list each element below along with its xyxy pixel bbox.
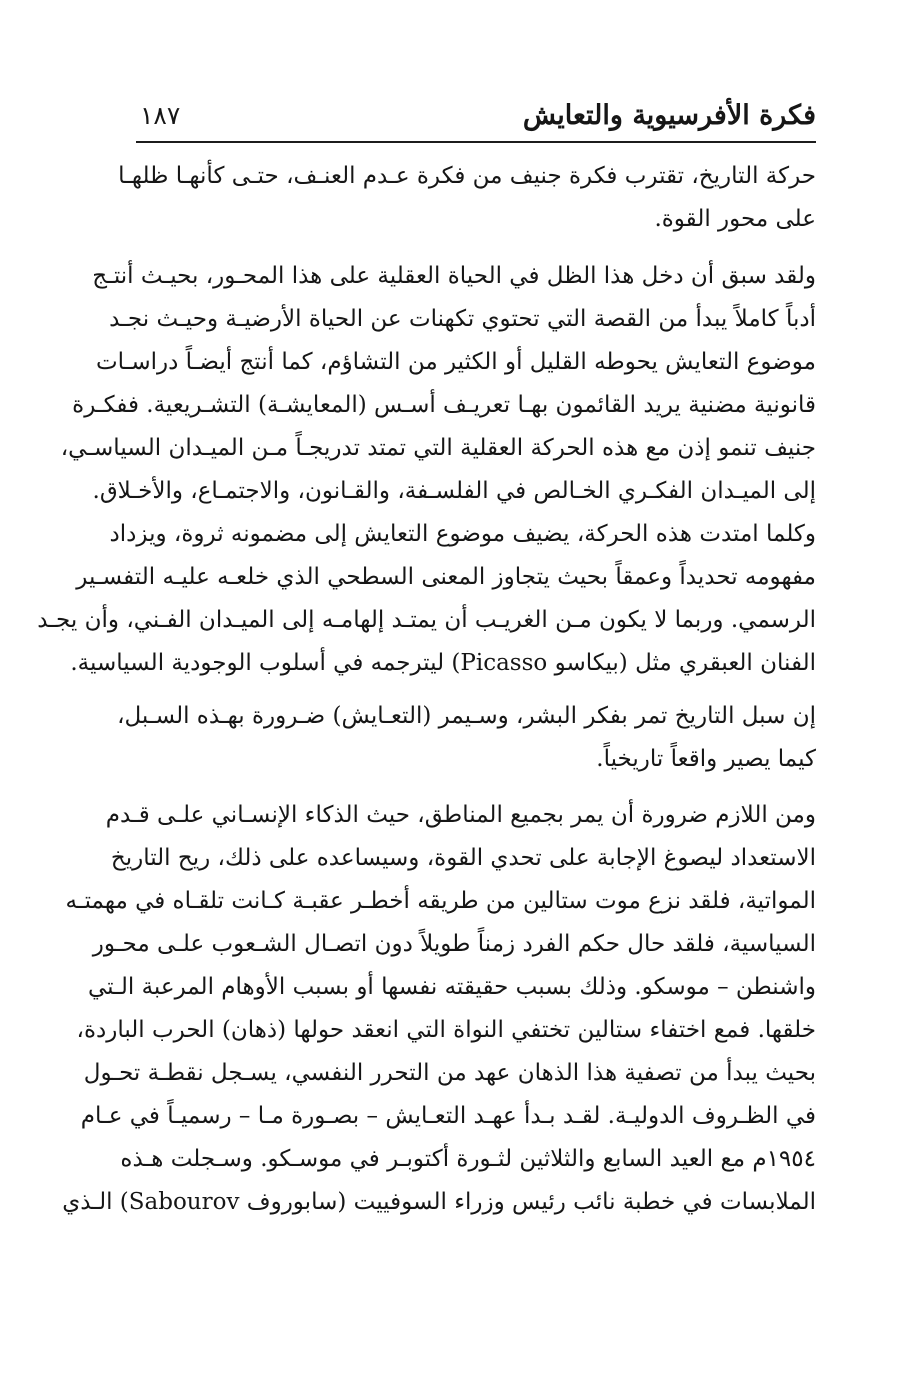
text-line: بحيث يبدأ من تصفية هذا الذهان عهد من التحرر النفسي، يسـجل نقطـة تحـول xyxy=(83,1060,816,1086)
text-line: السياسية، فلقد حال حكم الفرد زمناً طويلاً دون اتصـال الشـعوب علـى محـور xyxy=(92,931,816,957)
header-rule xyxy=(136,141,816,143)
text-line: قانونية مضنية يريد القائمون بهـا تعريـف أسـس (المعايشـة) التشـريعية. ففكـرة xyxy=(72,392,816,418)
text-line: ولقد سبق أن دخل هذا الظل في الحياة العقلية على هذا المحـور، بحيـث أنتـج xyxy=(92,263,816,289)
text-line: واشنطن – موسكو. وذلك بسبب حقيقته نفسها أو بسبب الأوهام المرعبة الـتي xyxy=(88,974,816,1000)
text-line: إن سبل التاريخ تمر بفكر البشر، وسـيمر (التعـايش) ضـرورة بهـذه السـبل، xyxy=(117,703,816,729)
page-number: ١٨٧ xyxy=(140,101,181,130)
running-title: فكرة الأفرسيوية والتعايش xyxy=(522,100,816,131)
text-line: وكلما امتدت هذه الحركة، يضيف موضوع التعايش إلى مضمونه ثروة، ويزداد xyxy=(109,521,816,547)
text-line: خلقها. فمع اختفاء ستالين تختفي النواة التي انعقد حولها (ذهان) الحرب الباردة، xyxy=(76,1017,816,1043)
text-line: حركة التاريخ، تقترب فكرة جنيف من فكرة عـدم العنـف، حتـى كأنهـا ظلهـا xyxy=(118,163,816,189)
text-line: المواتية، فلقد نزع موت ستالين من طريقه أخطـر عقبـة كـانت تلقـاه في مهمتـه xyxy=(65,888,816,914)
text-line: على محور القوة. xyxy=(654,206,816,232)
text-line: جنيف تنمو إذن مع هذه الحركة العقلية التي تمتد تدريجـاً مـن الميـدان السياسـي، xyxy=(60,435,816,461)
text-line: كيما يصير واقعاً تاريخياً. xyxy=(596,746,816,772)
text-line: الملابسات في خطبة نائب رئيس وزراء السوفييت (سابوروف Sabourov) الـذي xyxy=(62,1189,816,1215)
text-line: إلى الميـدان الفكـري الخـالص في الفلسـفة، والقـانون، والاجتمـاع، والأخـلاق. xyxy=(92,478,816,504)
text-line: مفهومه تحديداً وعمقاً بحيث يتجاوز المعنى السطحي الذي خلعـه عليـه التفسـير xyxy=(76,564,816,590)
page-header xyxy=(136,96,816,140)
text-line: ١٩٥٤م مع العيد السابع والثلاثين لثـورة أكتوبـر في موسـكو. وسـجلت هـذه xyxy=(120,1146,816,1172)
text-line: أدباً كاملاً يبدأ من القصة التي تحتوي تكهنات عن الحياة الأرضيـة وحيـث نجـد xyxy=(109,306,816,332)
text-line: في الظـروف الدوليـة. لقـد بـدأ عهـد التعـايش – بصـورة مـا – رسميـاً في عـام xyxy=(80,1103,816,1129)
text-line: الفنان العبقري مثل (بيكاسو Picasso) ليترجمه في أسلوب الوجودية السياسية. xyxy=(70,650,816,676)
text-line: موضوع التعايش يحوطه القليل أو الكثير من التشاؤم، كما أنتج أيضـاً دراسـات xyxy=(95,349,816,375)
text-line: الرسمي. وربما لا يكون مـن الغريـب أن يمتـد إلهامـه إلى الميـدان الفـني، وأن يجـد xyxy=(37,607,816,633)
text-line: ومن اللازم ضرورة أن يمر بجميع المناطق، حيث الذكاء الإنسـاني علـى قـدم xyxy=(105,802,816,828)
text-line: الاستعداد ليصوغ الإجابة على تحدي القوة، وسيساعده على ذلك، ريح التاريخ xyxy=(110,845,816,871)
